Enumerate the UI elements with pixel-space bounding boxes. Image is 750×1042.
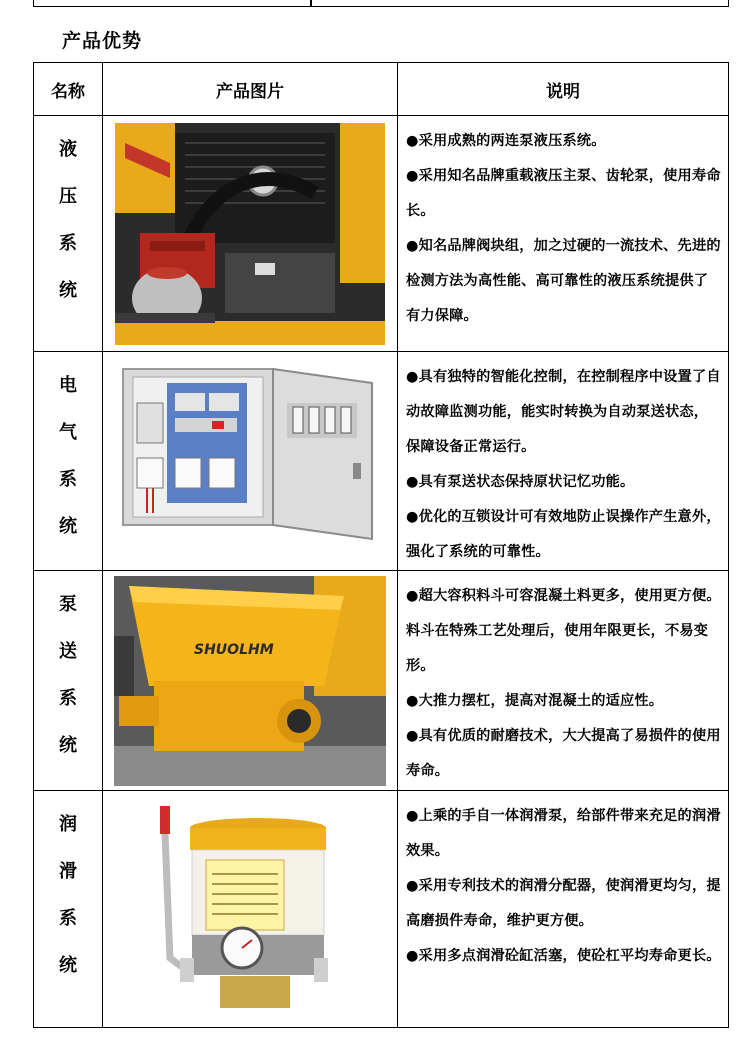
row-description [398,116,729,352]
name-char: 系 [59,469,77,490]
name-char: 统 [59,955,77,976]
table-row [34,571,729,791]
bullet-item: ●采用多点润滑砼缸活塞，使砼杠平均寿命更长。 [406,948,721,964]
bullet-item: ●采用知名品牌重载液压主泵、齿轮泵，使用寿命长。 [406,168,721,219]
row-description [398,571,729,791]
name-char: 系 [59,908,77,929]
bullet-item: ●采用专利技术的润滑分配器，使润滑更均匀，提高磨损件寿命，维护更方便。 [406,878,721,929]
product-advantages-table [33,62,729,1028]
bullet-item: ●具有优质的耐磨技术，大大提高了易损件的使用寿命。 [406,728,721,779]
hydraulic-system-photo [115,123,385,345]
row-description [398,352,729,571]
row-name [34,571,103,791]
name-char: 统 [59,516,77,537]
bullet-item: ●知名品牌阀块组，加之过硬的一流技术、先进的检测方法为高性能、高可靠性的液压系统提供了有力保障。 [406,238,721,324]
lubrication-pump-photo [150,798,350,1020]
row-name [34,116,103,352]
bullet-item: ●具有泵送状态保持原状记忆功能。 [406,474,635,490]
name-char: 润 [59,814,77,835]
header-description: 说明 [398,63,729,116]
bullet-item: ●大推力摆杠，提高对混凝土的适应性。 [406,693,664,709]
previous-table-bottom-edge [33,0,729,7]
table-row [34,352,729,571]
name-char: 统 [59,735,77,756]
name-char: 系 [59,233,77,254]
name-char: 系 [59,688,77,709]
header-name: 名称 [34,63,103,116]
header-image: 产品图片 [103,63,398,116]
bullet-item: ●采用成熟的两连泵液压系统。 [406,133,606,149]
section-title: 产品优势 [62,30,143,52]
name-char: 滑 [59,861,77,882]
pumping-hopper-photo [114,576,386,786]
brand-label: SHUOLHM [194,641,274,658]
electrical-cabinet-photo [117,363,383,559]
name-char: 气 [59,422,77,443]
table-header-row [34,63,729,116]
name-char: 送 [59,641,77,662]
name-char: 压 [59,186,77,207]
row-name [34,352,103,571]
row-description [398,791,729,1028]
row-image [103,352,398,571]
bullet-item: ●上乘的手自一体润滑泵，给部件带来充足的润滑效果。 [406,808,721,859]
bullet-item: ●优化的互锁设计可有效地防止误操作产生意外，强化了系统的可靠性。 [406,509,721,560]
name-char: 电 [59,375,77,396]
table-row [34,791,729,1028]
bullet-item: ●超大容积料斗可容混凝土料更多，使用更方便。料斗在特殊工艺处理后，使用年限更长，不易变形。 [406,588,721,674]
row-name [34,791,103,1028]
table-row [34,116,729,352]
bullet-item: ●具有独特的智能化控制，在控制程序中设置了自动故障监测功能，能实时转换为自动泵送状态，保障设备正常运行。 [406,369,721,455]
row-image [103,116,398,352]
name-char: 液 [59,139,77,160]
row-image [103,571,398,791]
name-char: 统 [59,280,77,301]
row-image [103,791,398,1028]
name-char: 泵 [59,594,77,615]
